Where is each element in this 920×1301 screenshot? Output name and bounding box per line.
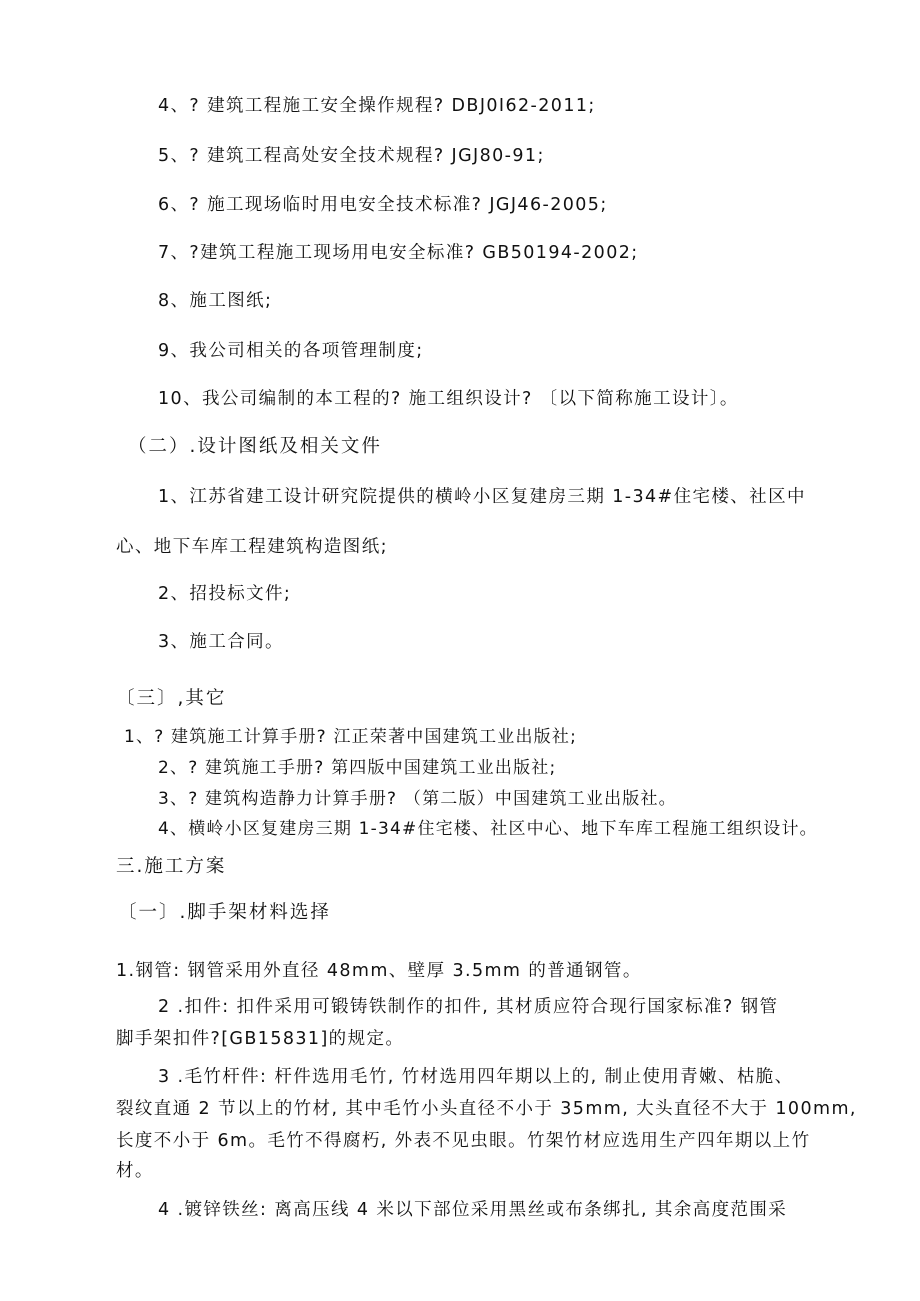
subsection-heading-scaffold-materials: 〔一〕.脚手架材料选择	[118, 902, 331, 923]
other-item-4: 4、横岭小区复建房三期 1-34#住宅楼、社区中心、地下车库工程施工组织设计。	[158, 819, 818, 839]
part-heading-construction-plan: 三.施工方案	[116, 856, 227, 877]
other-item-3: 3、? 建筑构造静力计算手册? （第二版）中国建筑工业出版社。	[158, 789, 677, 809]
section-heading-other: 〔三〕,其它	[116, 688, 227, 709]
ref-item-10: 10、我公司编制的本工程的? 施工组织设计? 〔以下简称施工设计〕。	[158, 389, 739, 409]
design-doc-item-3: 3、施工合同。	[158, 632, 284, 652]
design-doc-item-1: 1、江苏省建工设计研究院提供的横岭小区复建房三期 1-34#住宅楼、社区中	[158, 487, 806, 507]
paragraph-bamboo-line-3: 长度不小于 6m。毛竹不得腐朽, 外表不见虫眼。竹架竹材应选用生产四年期以上竹	[116, 1131, 811, 1151]
ref-item-4: 4、? 建筑工程施工安全操作规程? DBJ0I62-2011;	[158, 96, 596, 116]
paragraph-bamboo-line-4: 材。	[116, 1161, 154, 1181]
ref-item-9: 9、我公司相关的各项管理制度;	[158, 341, 424, 361]
other-item-1: 1、? 建筑施工计算手册? 江正荣著中国建筑工业出版社;	[124, 727, 577, 747]
ref-item-5: 5、? 建筑工程高处安全技术规程? JGJ80-91;	[158, 146, 545, 166]
ref-item-7: 7、?建筑工程施工现场用电安全标准? GB50194-2002;	[158, 243, 639, 263]
ref-item-6: 6、? 施工现场临时用电安全技术标准? JGJ46-2005;	[158, 195, 608, 215]
other-item-2: 2、? 建筑施工手册? 第四版中国建筑工业出版社;	[158, 758, 557, 778]
paragraph-bamboo-line-2: 裂纹直通 2 节以上的竹材, 其中毛竹小头直径不小于 35mm, 大头直径不大于 100mm,	[116, 1099, 857, 1119]
paragraph-steel-pipe: 1.钢管: 钢管采用外直径 48mm、壁厚 3.5mm 的普通钢管。	[116, 961, 642, 981]
paragraph-bamboo-line-1: 3 .毛竹杆件: 杆件选用毛竹, 竹材选用四年期以上的, 制止使用青嫩、枯脆、	[158, 1067, 794, 1087]
section-heading-design-docs: （二）.设计图纸及相关文件	[128, 436, 382, 457]
paragraph-fastener-line-1: 2 .扣件: 扣件采用可锻铸铁制作的扣件, 其材质应符合现行国家标准? 钢管	[158, 997, 779, 1017]
design-doc-item-1-cont: 心、地下车库工程建筑构造图纸;	[116, 537, 388, 557]
design-doc-item-2: 2、招投标文件;	[158, 584, 292, 604]
paragraph-galvanized-wire-line-1: 4 .镀锌铁丝: 离高压线 4 米以下部位采用黑丝或布条绑扎, 其余高度范围采	[158, 1200, 788, 1220]
paragraph-fastener-line-2: 脚手架扣件?[GB15831]的规定。	[116, 1029, 405, 1049]
ref-item-8: 8、施工图纸;	[158, 291, 273, 311]
